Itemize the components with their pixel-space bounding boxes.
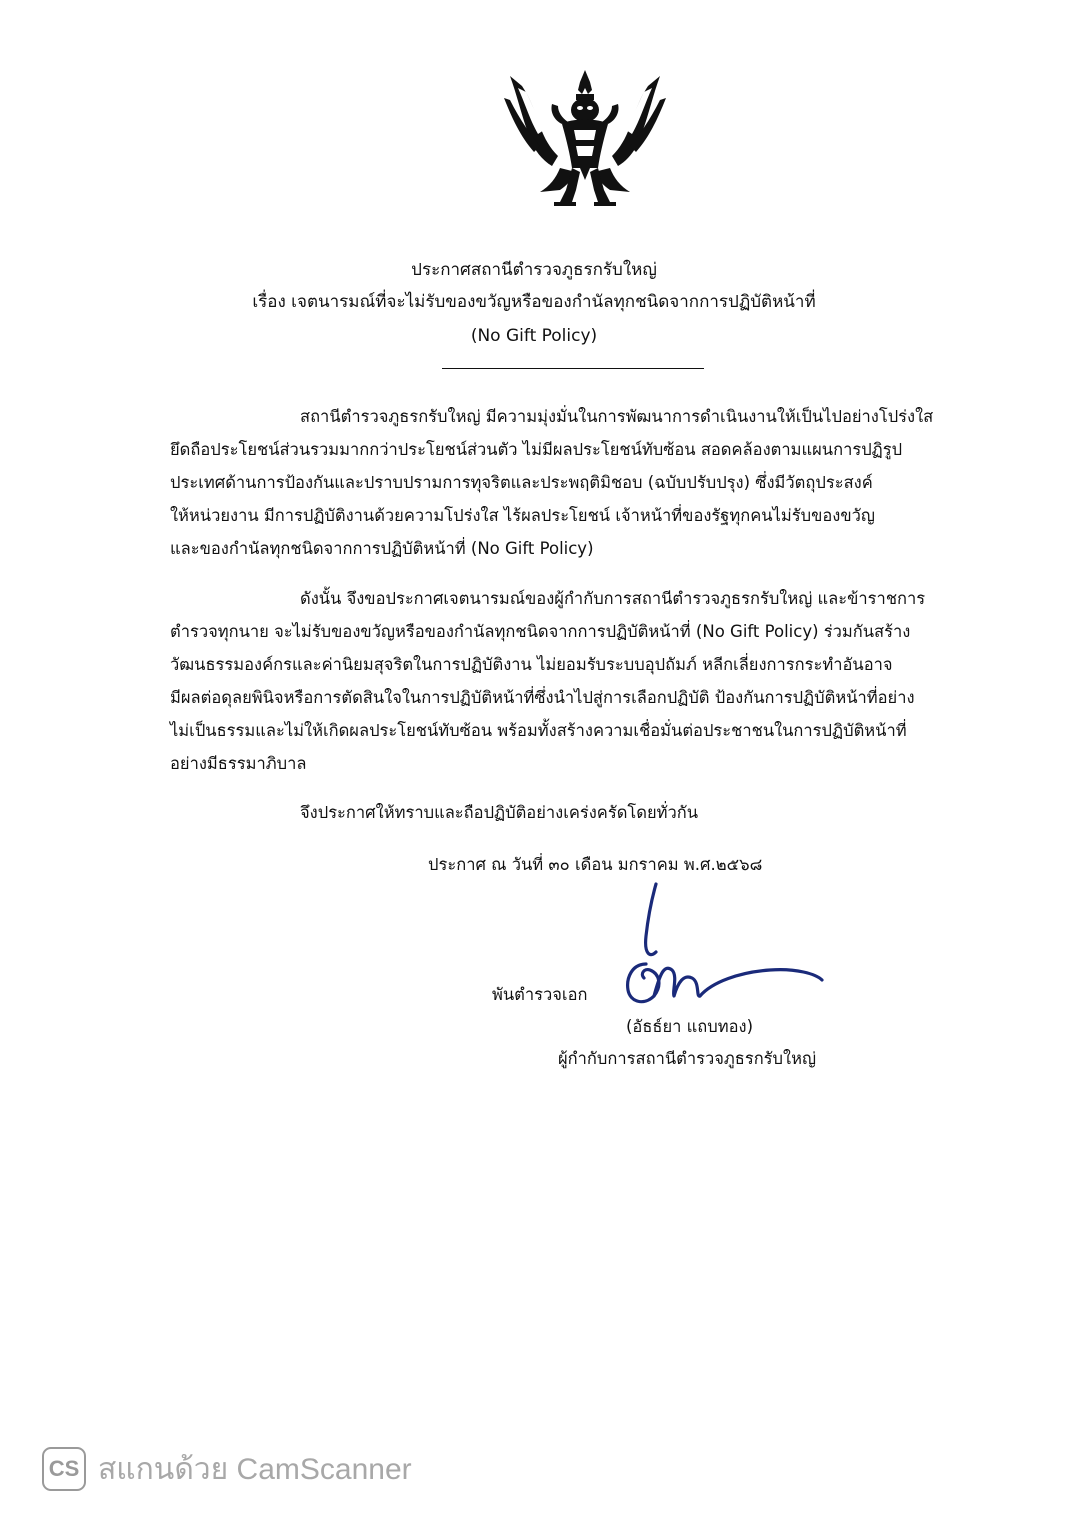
garuda-emblem-icon: [500, 68, 670, 213]
paragraph-line: ให้หน่วยงาน มีการปฏิบัติงานด้วยความโปร่งใส ไร้ผลประโยชน์ เจ้าหน้าที่ของรัฐทุกคนไม่รับของขวัญ: [170, 506, 875, 525]
closing-statement: จึงประกาศให้ทราบและถือปฏิบัติอย่างเคร่งครัดโดยทั่วกัน: [300, 803, 699, 822]
paragraph-line: ยึดถือประโยชน์ส่วนรวมมากกว่าประโยชน์ส่วนตัว ไม่มีผลประโยชน์ทับซ้อน สอดคล้องตามแผนการปฏิรูป: [170, 440, 903, 459]
camscanner-text: สแกนด้วย CamScanner: [98, 1452, 412, 1486]
camscanner-watermark: [42, 1446, 412, 1492]
paragraph-line: อย่างมีธรรมาภิบาล: [170, 754, 307, 773]
paragraph-line: ไม่เป็นธรรมและไม่ให้เกิดผลประโยชน์ทับซ้อน พร้อมทั้งสร้างความเชื่อมั่นต่อประชาชนในการปฏิบัติหน้าที่: [170, 721, 907, 740]
paragraph-line: มีผลต่อดุลยพินิจหรือการตัดสินใจในการปฏิบัติหน้าที่ซึ่งนำไปสู่การเลือกปฏิบัติ ป้องกันการปฏิบัติหน้าที่อย่าง: [170, 688, 915, 707]
signer-name: (อัธธ์ยา แถบทอง): [626, 1017, 754, 1036]
announcement-subtitle: (No Gift Policy): [470, 326, 598, 346]
announcement-date: ประกาศ ณ วันที่ ๓๐ เดือน มกราคม พ.ศ.๒๕๖๘: [428, 855, 763, 874]
handwritten-signature-icon: [600, 878, 830, 1018]
signer-rank: พันตำรวจเอก: [492, 985, 588, 1004]
paragraph-line: สถานีตำรวจภูธรกรับใหญ่ มีความมุ่งมั่นในการพัฒนาการดำเนินงานให้เป็นไปอย่างโปร่งใส: [300, 407, 934, 426]
camscanner-logo-icon: CS: [42, 1447, 86, 1491]
paragraph-line: ดังนั้น จึงขอประกาศเจตนารมณ์ของผู้กำกับการสถานีตำรวจภูธรกรับใหญ่ และข้าราชการ: [300, 589, 926, 608]
paragraph-line: วัฒนธรรมองค์กรและค่านิยมสุจริตในการปฏิบัติงาน ไม่ยอมรับระบบอุปถัมภ์ หลีกเลี่ยงการกระทำอันอาจ: [170, 655, 893, 674]
announcement-title: ประกาศสถานีตำรวจภูธรกรับใหญ่: [411, 260, 657, 280]
paragraph-line: และของกำนัลทุกชนิดจากการปฏิบัติหน้าที่ (No Gift Policy): [170, 539, 594, 558]
paragraph-line: ตำรวจทุกนาย จะไม่รับของขวัญหรือของกำนัลทุกชนิดจากการปฏิบัติหน้าที่ (No Gift Policy) ร่วมกันสร้าง: [170, 622, 911, 641]
paragraph-line: ประเทศด้านการป้องกันและปราบปรามการทุจริตและประพฤติมิชอบ (ฉบับปรับปรุง) ซึ่งมีวัตถุประสงค์: [170, 473, 873, 492]
header-divider: [442, 368, 704, 369]
announcement-subject: เรื่อง เจตนารมณ์ที่จะไม่รับของขวัญหรือของกำนัลทุกชนิดจากการปฏิบัติหน้าที่: [252, 292, 816, 312]
signer-position: ผู้กำกับการสถานีตำรวจภูธรกรับใหญ่: [558, 1049, 817, 1068]
